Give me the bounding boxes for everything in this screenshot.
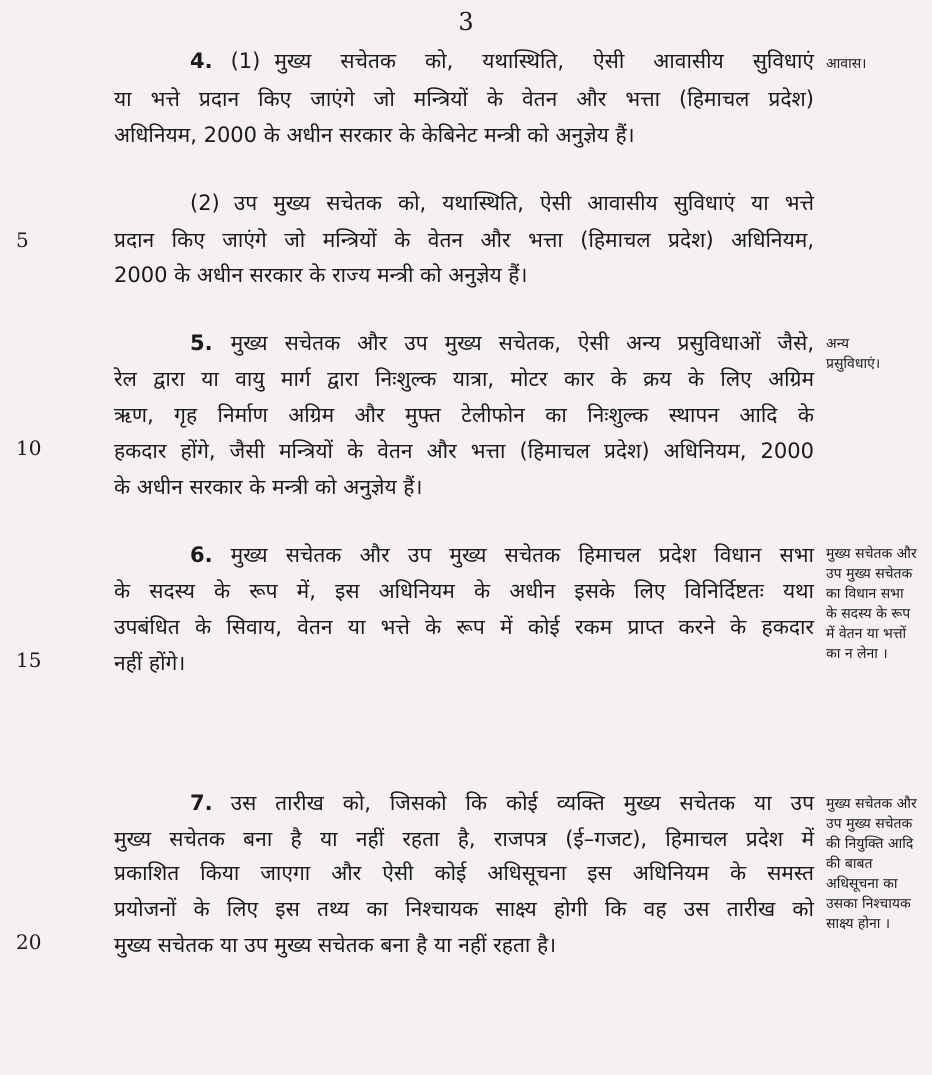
paragraph-line: प्रदान किए जाएंगे जो मन्त्रियों के वेतन और भत्ता (हिमाचल प्रदेश) अधिनियम, [114,228,814,252]
subsection-number: (1) [230,49,261,73]
paragraph-line: नहीं होंगे। [114,651,186,675]
paragraph-line: ऋण, गृह निर्माण अग्रिम और मुफ्त टेलीफोन का निःशुल्क स्थापन आदि के [114,403,814,427]
paragraph-line: या भत्ते प्रदान किए जाएंगे जो मन्त्रियों के वेतन और भत्ता (हिमाचल प्रदेश) [114,87,814,111]
line-number-5: 5 [16,228,29,252]
paragraph-line: उपबंधित के सिवाय, वेतन या भत्ते के रूप में कोई रकम प्राप्त करने के हकदार [114,615,814,639]
page-number: 3 [458,8,474,36]
paragraph-line [114,540,814,570]
line-text: मुख्य सचेतक और उप मुख्य सचेतक, ऐसी अन्य प्रसुविधाओं जैसे, [230,331,814,355]
line-text: उस तारीख को, जिसको कि कोई व्यक्ति मुख्य सचेतक या उप [230,791,814,815]
margin-note-housing: आवास। [826,56,867,72]
margin-note-salary-allowance: मुख्य सचेतक और उप मुख्य सचेतक का विधान सभा के सदस्य के रूप में वेतन या भत्तों का न लेना । [826,546,917,662]
margin-note-other-facilities: अन्य प्रसुविधाएं। [826,336,881,372]
paragraph-line: के अधीन सरकार के मन्त्री को अनुज्ञेय हैं। [114,475,423,499]
paragraph-line: अधिनियम, 2000 के अधीन सरकार के केबिनेट मन्त्री को अनुज्ञेय हैं। [114,123,635,147]
paragraph-line: मुख्य सचेतक या उप मुख्य सचेतक बना है या नहीं रहता है। [114,933,557,957]
paragraph-line: प्रकाशित किया जाएगा और ऐसी कोई अधिसूचना इस अधिनियम के समस्त [114,861,814,885]
paragraph-line: रेल द्वारा या वायु मार्ग द्वारा निःशुल्क यात्रा, मोटर कार के क्रय के लिए अग्रिम [114,367,814,391]
line-number-10: 10 [16,436,42,460]
line-text: मुख्य सचेतक और उप मुख्य सचेतक हिमाचल प्रदेश विधान सभा [230,543,814,567]
paragraph-line [114,788,814,818]
line-number-20: 20 [16,930,42,954]
paragraph-line [114,188,814,218]
section-number: 4. [190,49,213,73]
paragraph-line: के सदस्य के रूप में, इस अधिनियम के अधीन इसके लिए विनिर्दिष्टतः यथा [114,579,814,603]
margin-note-notification: मुख्य सचेतक और उप मुख्य सचेतक की नियुक्ति आदि की बाबत अधिसूचना का उसका निश्चायक साक्ष्य होना । [826,796,917,932]
section-number: 6. [190,543,213,567]
section-number: 5. [190,331,213,355]
subsection-number: (2) [190,191,220,215]
paragraph-line [114,46,814,76]
paragraph-line: प्रयोजनों के लिए इस तथ्य का निश्चायक साक्ष्य होगी कि वह उस तारीख को [114,897,814,921]
paragraph-line [114,328,814,358]
paragraph-line: 2000 के अधीन सरकार के राज्य मन्त्री को अनुज्ञेय हैं। [114,263,528,287]
paragraph-line: मुख्य सचेतक बना है या नहीं रहता है, राजपत्र (ई–गजट), हिमाचल प्रदेश में [114,827,814,851]
line-text: मुख्य सचेतक को, यथास्थिति, ऐसी आवासीय सुविधाएं [274,49,814,73]
line-text: उप मुख्य सचेतक को, यथास्थिति, ऐसी आवासीय सुविधाएं या भत्ते [233,191,814,215]
section-number: 7. [190,791,213,815]
paragraph-line: हकदार होंगे, जैसी मन्त्रियों के वेतन और भत्ता (हिमाचल प्रदेश) अधिनियम, 2000 [114,439,814,463]
line-number-15: 15 [16,648,42,672]
